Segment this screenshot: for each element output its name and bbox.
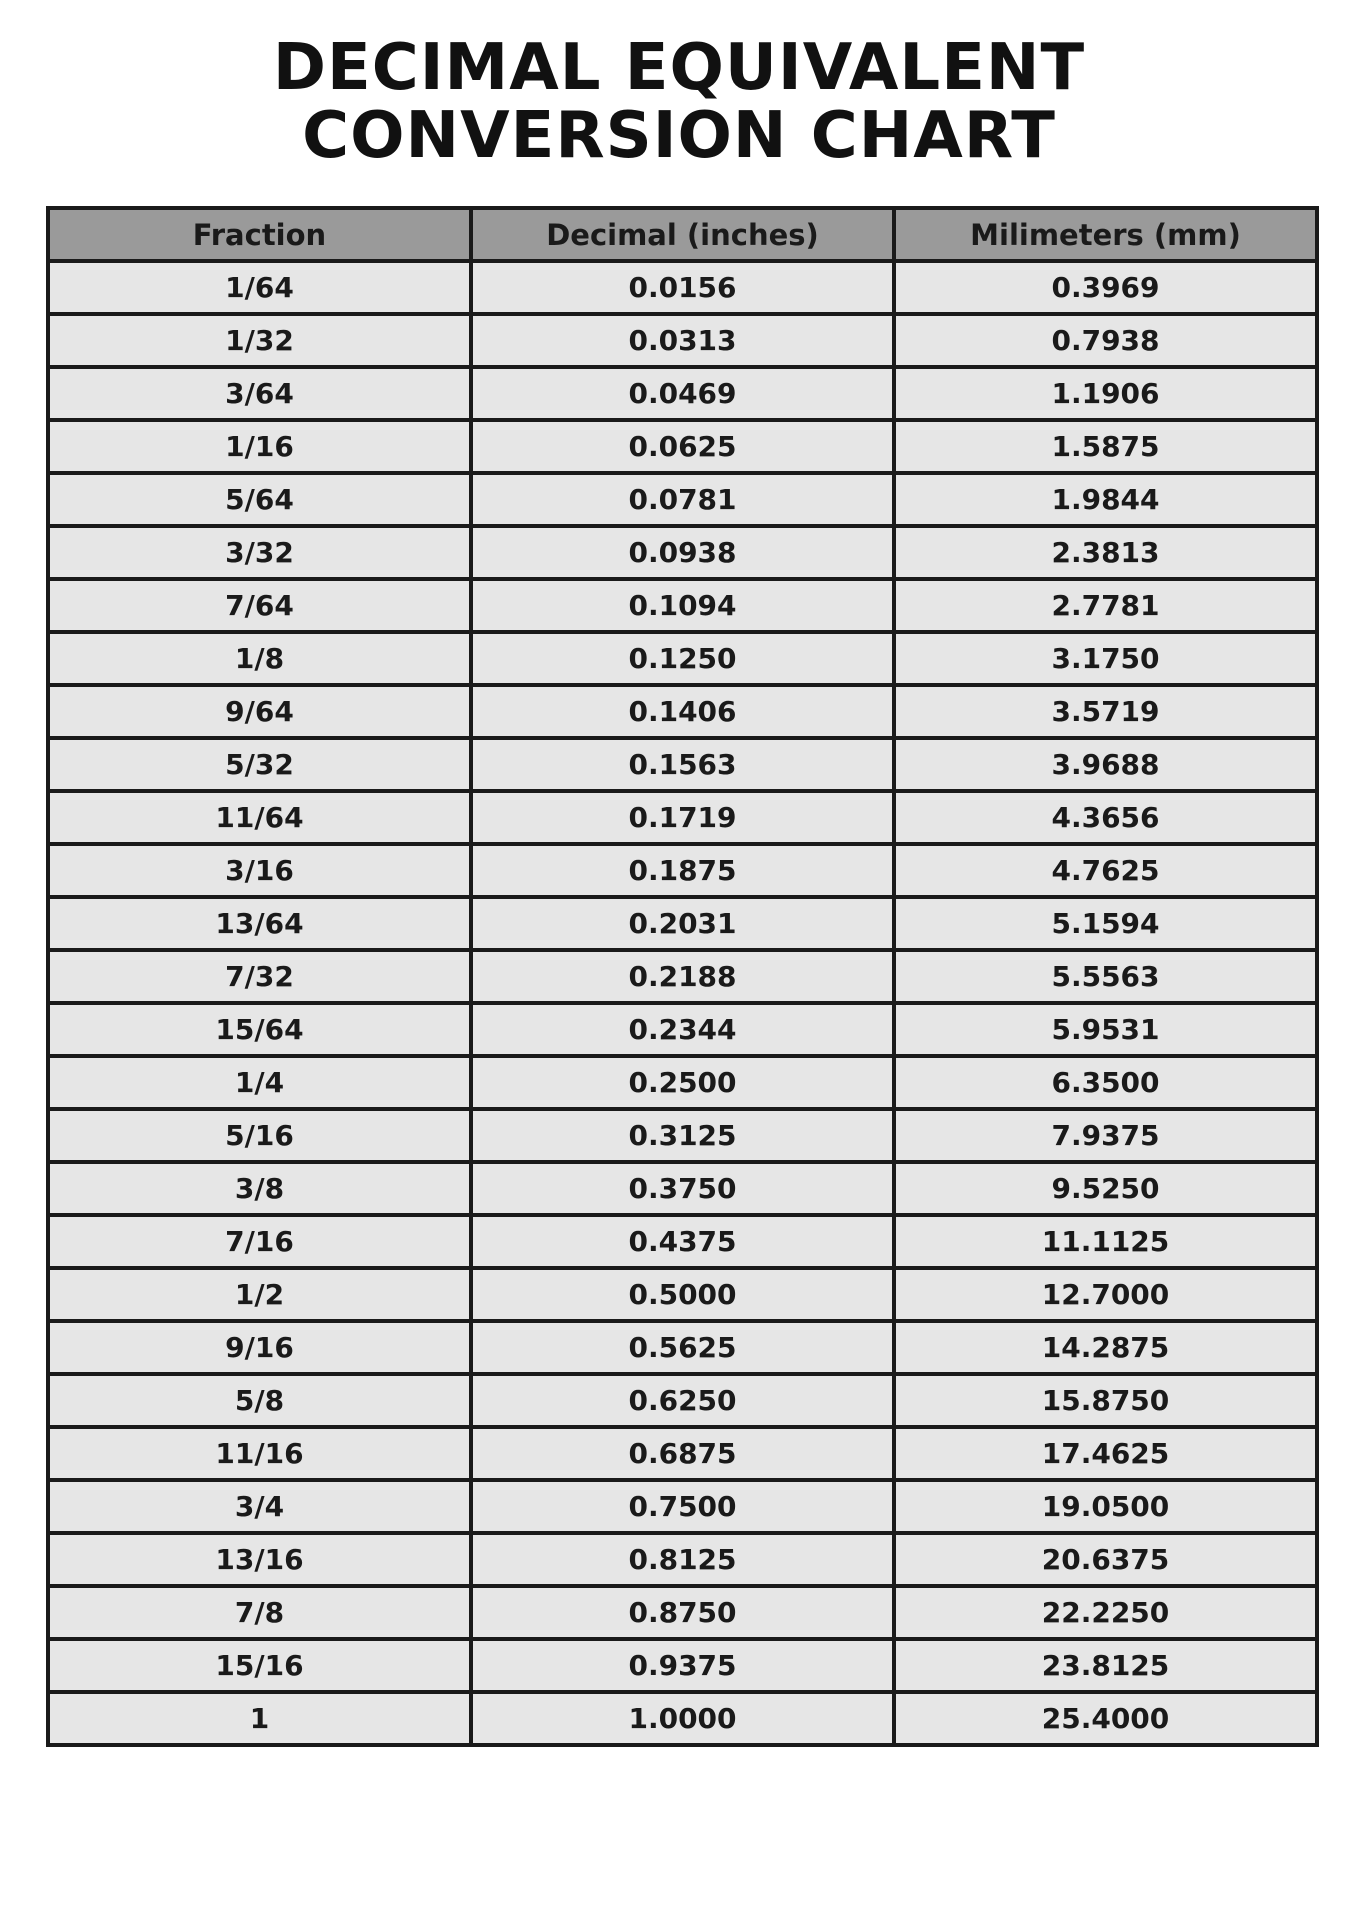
millimeters-cell: 5.9531 — [894, 1003, 1317, 1056]
fraction-cell: 1/64 — [48, 261, 471, 314]
table-row — [48, 261, 1317, 314]
fraction-cell: 11/64 — [48, 791, 471, 844]
decimal-cell: 0.1719 — [471, 791, 894, 844]
fraction-cell: 9/16 — [48, 1321, 471, 1374]
table-row — [48, 844, 1317, 897]
decimal-cell: 0.1250 — [471, 632, 894, 685]
table-row — [48, 1268, 1317, 1321]
millimeters-cell: 17.4625 — [894, 1427, 1317, 1480]
fraction-cell: 3/64 — [48, 367, 471, 420]
fraction-cell: 1/4 — [48, 1056, 471, 1109]
fraction-cell: 5/8 — [48, 1374, 471, 1427]
table-row — [48, 632, 1317, 685]
decimal-cell: 0.0625 — [471, 420, 894, 473]
table-row — [48, 1586, 1317, 1639]
millimeters-cell: 3.9688 — [894, 738, 1317, 791]
millimeters-cell: 1.1906 — [894, 367, 1317, 420]
title-line-2: CONVERSION CHART — [302, 99, 1056, 173]
fraction-cell: 7/64 — [48, 579, 471, 632]
table-row — [48, 950, 1317, 1003]
table-row — [48, 1480, 1317, 1533]
table-row — [48, 1639, 1317, 1692]
millimeters-cell: 4.3656 — [894, 791, 1317, 844]
decimal-cell: 0.0156 — [471, 261, 894, 314]
table-row — [48, 685, 1317, 738]
millimeters-cell: 7.9375 — [894, 1109, 1317, 1162]
decimal-cell: 0.0469 — [471, 367, 894, 420]
table-row — [48, 420, 1317, 473]
fraction-cell: 15/16 — [48, 1639, 471, 1692]
fraction-cell: 7/32 — [48, 950, 471, 1003]
fraction-cell: 3/32 — [48, 526, 471, 579]
fraction-cell: 7/8 — [48, 1586, 471, 1639]
fraction-cell: 3/16 — [48, 844, 471, 897]
fraction-cell: 3/4 — [48, 1480, 471, 1533]
fraction-cell: 3/8 — [48, 1162, 471, 1215]
fraction-cell: 11/16 — [48, 1427, 471, 1480]
millimeters-cell: 5.5563 — [894, 950, 1317, 1003]
table-row — [48, 1321, 1317, 1374]
table-row — [48, 1003, 1317, 1056]
table-row — [48, 526, 1317, 579]
table-row — [48, 314, 1317, 367]
millimeters-cell: 23.8125 — [894, 1639, 1317, 1692]
millimeters-cell: 2.7781 — [894, 579, 1317, 632]
table-row — [48, 579, 1317, 632]
table-row — [48, 473, 1317, 526]
table-row — [48, 897, 1317, 950]
conversion-table — [46, 206, 1319, 1747]
table-row — [48, 1056, 1317, 1109]
table-row — [48, 1427, 1317, 1480]
decimal-cell: 0.1406 — [471, 685, 894, 738]
decimal-cell: 0.7500 — [471, 1480, 894, 1533]
fraction-cell: 1/8 — [48, 632, 471, 685]
millimeters-cell: 14.2875 — [894, 1321, 1317, 1374]
decimal-cell: 0.8750 — [471, 1586, 894, 1639]
decimal-cell: 0.0313 — [471, 314, 894, 367]
millimeters-cell: 11.1125 — [894, 1215, 1317, 1268]
fraction-cell: 5/16 — [48, 1109, 471, 1162]
decimal-cell: 0.2188 — [471, 950, 894, 1003]
fraction-cell: 9/64 — [48, 685, 471, 738]
column-header-millimeters: Milimeters (mm) — [894, 208, 1317, 261]
fraction-cell: 13/64 — [48, 897, 471, 950]
fraction-cell: 15/64 — [48, 1003, 471, 1056]
decimal-cell: 0.1563 — [471, 738, 894, 791]
fraction-cell: 1 — [48, 1692, 471, 1745]
table-row — [48, 367, 1317, 420]
fraction-cell: 13/16 — [48, 1533, 471, 1586]
decimal-cell: 0.6875 — [471, 1427, 894, 1480]
decimal-cell: 0.3125 — [471, 1109, 894, 1162]
table-row — [48, 1109, 1317, 1162]
millimeters-cell: 1.5875 — [894, 420, 1317, 473]
millimeters-cell: 5.1594 — [894, 897, 1317, 950]
decimal-cell: 0.5625 — [471, 1321, 894, 1374]
millimeters-cell: 19.0500 — [894, 1480, 1317, 1533]
column-header-decimal: Decimal (inches) — [471, 208, 894, 261]
millimeters-cell: 1.9844 — [894, 473, 1317, 526]
fraction-cell: 1/32 — [48, 314, 471, 367]
decimal-cell: 0.8125 — [471, 1533, 894, 1586]
decimal-cell: 0.2344 — [471, 1003, 894, 1056]
column-header-fraction: Fraction — [48, 208, 471, 261]
table-row — [48, 1374, 1317, 1427]
decimal-cell: 0.9375 — [471, 1639, 894, 1692]
millimeters-cell: 9.5250 — [894, 1162, 1317, 1215]
decimal-cell: 0.2031 — [471, 897, 894, 950]
millimeters-cell: 15.8750 — [894, 1374, 1317, 1427]
millimeters-cell: 3.5719 — [894, 685, 1317, 738]
millimeters-cell: 4.7625 — [894, 844, 1317, 897]
decimal-cell: 0.4375 — [471, 1215, 894, 1268]
table-row — [48, 1692, 1317, 1745]
fraction-cell: 1/2 — [48, 1268, 471, 1321]
millimeters-cell: 3.1750 — [894, 632, 1317, 685]
decimal-cell: 0.0781 — [471, 473, 894, 526]
millimeters-cell: 22.2250 — [894, 1586, 1317, 1639]
decimal-cell: 0.1094 — [471, 579, 894, 632]
decimal-cell: 0.1875 — [471, 844, 894, 897]
millimeters-cell: 20.6375 — [894, 1533, 1317, 1586]
millimeters-cell: 6.3500 — [894, 1056, 1317, 1109]
fraction-cell: 1/16 — [48, 420, 471, 473]
decimal-cell: 0.6250 — [471, 1374, 894, 1427]
fraction-cell: 7/16 — [48, 1215, 471, 1268]
page-title — [0, 31, 1358, 173]
millimeters-cell: 2.3813 — [894, 526, 1317, 579]
fraction-cell: 5/32 — [48, 738, 471, 791]
table-row — [48, 738, 1317, 791]
table-header-row — [48, 208, 1317, 261]
millimeters-cell: 0.3969 — [894, 261, 1317, 314]
fraction-cell: 5/64 — [48, 473, 471, 526]
decimal-cell: 0.5000 — [471, 1268, 894, 1321]
table-body — [48, 261, 1317, 1745]
millimeters-cell: 25.4000 — [894, 1692, 1317, 1745]
millimeters-cell: 12.7000 — [894, 1268, 1317, 1321]
table-row — [48, 1162, 1317, 1215]
table-row — [48, 791, 1317, 844]
decimal-cell: 0.2500 — [471, 1056, 894, 1109]
table-row — [48, 1533, 1317, 1586]
decimal-cell: 0.3750 — [471, 1162, 894, 1215]
millimeters-cell: 0.7938 — [894, 314, 1317, 367]
title-line-1: DECIMAL EQUIVALENT — [272, 31, 1086, 105]
decimal-cell: 0.0938 — [471, 526, 894, 579]
decimal-cell: 1.0000 — [471, 1692, 894, 1745]
table-row — [48, 1215, 1317, 1268]
